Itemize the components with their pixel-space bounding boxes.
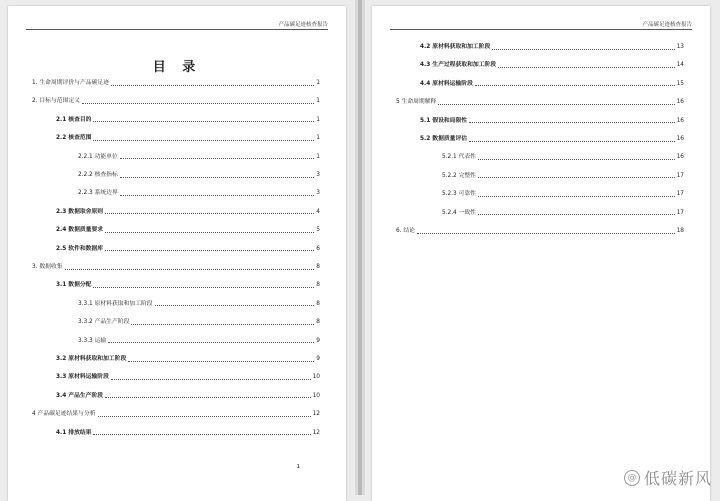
dot-leader [82, 103, 314, 104]
toc-entry[interactable] [78, 154, 320, 161]
toc-entry-page: 1 [316, 80, 320, 86]
toc-entry-label: 4.3 生产过程获取和加工阶段 [420, 62, 497, 69]
toc-entry-page: 14 [676, 62, 684, 69]
watermark [624, 466, 712, 489]
toc-entry[interactable] [420, 118, 684, 125]
dot-leader [108, 342, 314, 343]
toc-entry-label: 3.3 原材料运输阶段 [56, 374, 109, 381]
document-page-right [372, 6, 710, 501]
scrollbar[interactable] [358, 0, 362, 495]
dot-leader [111, 379, 311, 380]
toc-entry-page: 3 [316, 172, 320, 178]
toc-entry-page: 12 [312, 411, 320, 418]
toc-entry-page: 5 [316, 227, 320, 234]
toc-entry[interactable] [56, 282, 320, 289]
header-rule [26, 29, 328, 30]
toc-entry-page: 16 [676, 99, 684, 106]
toc-entry-page: 8 [316, 282, 320, 289]
toc-entry-page: 12 [312, 429, 320, 436]
toc-entry-page: 17 [676, 172, 684, 179]
toc-entry-label: 2.2 核查范围 [56, 135, 92, 142]
toc-entry-page: 17 [676, 209, 684, 216]
dot-leader [93, 287, 314, 288]
toc-entry[interactable] [78, 338, 320, 345]
toc-entry-page: 9 [316, 356, 320, 362]
toc-entry[interactable] [420, 44, 684, 51]
toc-entry[interactable] [420, 62, 684, 69]
dot-leader [93, 434, 310, 435]
toc-entry-label: 3.2 原材料获取和加工阶段 [56, 356, 127, 362]
toc-entry-label: 6. 结论 [396, 228, 415, 234]
header-rule [390, 29, 692, 30]
dot-leader [417, 233, 675, 234]
toc-entry-page: 9 [316, 337, 320, 344]
toc-entry[interactable] [396, 228, 684, 235]
dot-leader [105, 397, 311, 398]
document-page-left [8, 6, 346, 501]
toc-entry[interactable] [32, 264, 320, 271]
toc-entry-page: 10 [312, 374, 320, 381]
toc-entry-label: 3. 数据收集 [32, 264, 63, 270]
dot-leader [111, 85, 314, 86]
dot-leader [120, 158, 315, 159]
toc-entry[interactable] [396, 99, 684, 106]
toc-entry-label: 2.2.2 核查指标 [78, 172, 118, 178]
toc-entry[interactable] [78, 190, 320, 197]
toc-entry-label: 2. 目标与范围定义 [32, 98, 80, 105]
toc-entry-page: 3 [316, 190, 320, 197]
toc-entry-label: 5.2.4 一致性 [442, 209, 476, 216]
toc-entry-page: 8 [316, 264, 320, 270]
toc-entry-label: 2.1 核查目的 [56, 116, 92, 123]
toc-entry[interactable] [56, 393, 320, 400]
toc-entry-label: 3.1 数据分配 [56, 282, 92, 289]
toc-entry-page: 16 [676, 154, 684, 161]
dot-leader [469, 141, 675, 142]
toc-entry-page: 8 [316, 319, 320, 326]
toc-entry-label: 1. 生命周期评价与产品碳足迹 [32, 80, 109, 86]
dot-leader [65, 269, 315, 270]
toc-entry-page: 16 [676, 117, 684, 124]
toc-entry-label: 2.5 软件和数据库 [56, 245, 104, 252]
dot-leader [128, 361, 314, 362]
toc-entry-label: 4.4 原材料运输阶段 [420, 80, 473, 87]
toc-entry[interactable] [32, 80, 320, 87]
toc-entry-label: 5.2 数据质量评估 [420, 136, 468, 142]
toc-entry[interactable] [56, 227, 320, 234]
dot-leader [131, 324, 314, 325]
toc-entry[interactable] [56, 209, 320, 216]
toc-entry-page: 1 [316, 116, 320, 123]
toc-entry[interactable] [56, 117, 320, 124]
toc-entry-label: 4.1 排放结果 [56, 429, 92, 436]
dot-leader [120, 177, 315, 178]
toc-entry-label: 3.3.2 产品生产阶段 [78, 319, 130, 326]
toc-entry-label: 4.2 原材料获取和加工阶段 [420, 44, 491, 50]
dot-leader [105, 232, 314, 233]
dot-leader [478, 177, 675, 178]
toc-entry-label: 5.2.2 完整性 [442, 172, 476, 179]
dot-leader [475, 85, 675, 86]
toc-entry[interactable] [420, 136, 684, 143]
toc-entry-label: 2.2.1 功能单位 [78, 153, 118, 160]
toc-entry[interactable] [442, 210, 684, 217]
dot-leader [120, 195, 315, 196]
dot-leader [438, 104, 674, 105]
toc-entry-label: 2.4 数据质量要求 [56, 227, 104, 234]
toc-entry[interactable] [442, 173, 684, 180]
toc-entry[interactable] [442, 154, 684, 161]
toc-entry-page: 13 [676, 44, 684, 50]
page-number: 1 [296, 464, 300, 470]
toc-entry[interactable] [78, 301, 320, 308]
dot-leader [105, 250, 314, 251]
toc-entry-page: 18 [676, 228, 684, 234]
watermark-text: 低碳新风 [643, 469, 712, 488]
toc-entry[interactable] [56, 356, 320, 363]
toc-entry[interactable] [56, 135, 320, 142]
toc-entry-label: 5 生命周期解释 [396, 99, 437, 106]
watermark-logo-icon: @ [624, 470, 640, 486]
toc-entry[interactable] [420, 81, 684, 88]
dot-leader [105, 213, 314, 214]
toc-entry-page: 1 [316, 135, 320, 142]
toc-entry[interactable] [442, 191, 684, 198]
toc-entry-label: 4 产品碳足迹结果与分析 [32, 411, 96, 418]
toc-entry-label: 3.3.3 运输 [78, 337, 107, 344]
toc-entry[interactable] [32, 411, 320, 418]
toc-entry[interactable] [56, 374, 320, 381]
running-header: 产品碳足迹核查报告 [278, 22, 328, 28]
toc-entry-page: 1 [316, 98, 320, 105]
toc-entry[interactable] [32, 98, 320, 105]
toc-entry-page: 6 [316, 245, 320, 252]
dot-leader [492, 49, 674, 50]
dot-leader [478, 196, 675, 197]
toc-entry-page: 10 [312, 392, 320, 399]
toc-entry-label: 2.3 数据取舍原则 [56, 208, 104, 215]
dot-leader [98, 416, 311, 417]
toc-entry-page: 16 [676, 136, 684, 142]
toc-entry-label: 3.3.1 原材料获取和加工阶段 [78, 300, 153, 307]
dot-leader [469, 122, 675, 123]
toc-entry-label: 2.2.3 系统边界 [78, 190, 118, 197]
toc-entry[interactable] [78, 172, 320, 179]
toc-entry-page: 17 [676, 191, 684, 198]
dot-leader [93, 121, 314, 122]
toc-entry-page: 15 [676, 80, 684, 87]
toc-entry-label: 5.2.1 代表性 [442, 154, 476, 161]
toc-entry-page: 8 [316, 300, 320, 307]
toc-entry-page: 1 [316, 153, 320, 160]
dot-leader [498, 67, 675, 68]
dot-leader [93, 140, 314, 141]
dot-leader [155, 305, 315, 306]
toc-entry[interactable] [56, 430, 320, 437]
running-header: 产品碳足迹核查报告 [642, 22, 692, 28]
toc-entry[interactable] [78, 319, 320, 326]
toc-entry[interactable] [56, 246, 320, 253]
toc-entry-label: 3.4 产品生产阶段 [56, 392, 104, 399]
dot-leader [478, 214, 675, 215]
dot-leader [478, 159, 675, 160]
toc-entry-label: 5.2.3 可靠性 [442, 191, 476, 198]
toc-entry-label: 5.1 假设和局限性 [420, 117, 468, 124]
toc-title: 目 录 [152, 60, 202, 75]
toc-entry-page: 4 [316, 208, 320, 215]
